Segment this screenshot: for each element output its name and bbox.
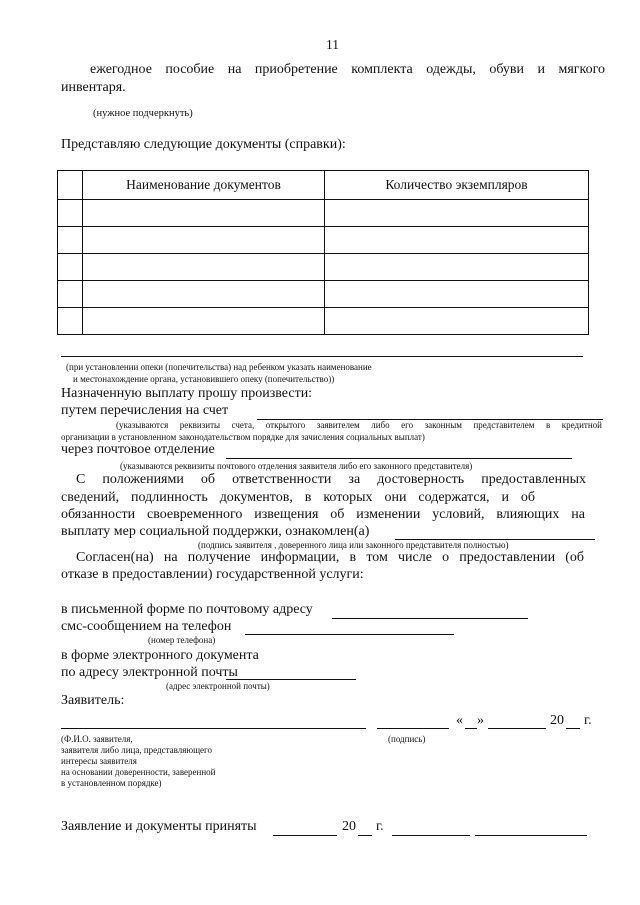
post-office-field[interactable] bbox=[226, 458, 572, 459]
table-row bbox=[58, 227, 589, 254]
phone-field[interactable] bbox=[245, 634, 454, 635]
intro-line-2: инвентаря. bbox=[61, 80, 126, 95]
table-header-cell: Наименование документов bbox=[83, 171, 325, 200]
applicant-signature-field[interactable] bbox=[377, 728, 449, 729]
electronic-channel-label-1: в форме электронного документа bbox=[61, 648, 259, 663]
post-office-label: через почтовое отделение bbox=[61, 442, 215, 457]
signature-hint: (подпись) bbox=[388, 734, 426, 744]
postal-channel-label: в письменной форме по почтовому адресу bbox=[61, 602, 313, 617]
table-cell[interactable] bbox=[58, 200, 83, 227]
year-prefix: 20 bbox=[550, 713, 564, 728]
table-cell[interactable] bbox=[83, 227, 325, 254]
phone-hint: (номер телефона) bbox=[148, 635, 216, 645]
electronic-channel-label-2: по адресу электронной почты bbox=[61, 665, 238, 680]
accepted-name-field[interactable] bbox=[475, 835, 587, 836]
applicant-label: Заявитель: bbox=[61, 693, 125, 708]
table-cell[interactable] bbox=[325, 281, 589, 308]
table-cell[interactable] bbox=[58, 281, 83, 308]
accepted-year-prefix: 20 bbox=[342, 819, 356, 834]
fio-hint-line-4: на основании доверенности, заверенной bbox=[61, 767, 216, 777]
account-label: путем перечисления на счет bbox=[61, 403, 229, 418]
account-hint-line-1: (указываются реквизиты счета, открытого заявителем либо его законным представителем в кредитной bbox=[116, 420, 602, 430]
table-header-cell bbox=[58, 171, 83, 200]
documents-table bbox=[57, 170, 589, 335]
fio-hint-line-3: интересы заявителя bbox=[61, 756, 137, 766]
table-cell[interactable] bbox=[58, 308, 83, 335]
table-row bbox=[58, 200, 589, 227]
guardianship-note-line-2: и местонахождение органа, установившего опеку (попечительство)) bbox=[73, 374, 335, 384]
account-hint-line-2: организации в установленном законодательством порядке для зачисления социальных выплат) bbox=[61, 432, 425, 442]
accepted-year-suffix: г. bbox=[376, 819, 384, 834]
applicant-month-field[interactable] bbox=[488, 728, 546, 729]
applicant-fio-field[interactable] bbox=[61, 728, 366, 729]
acknowledgement-sign-hint: (подпись заявителя , доверенного лица или законного представителя полностью) bbox=[198, 540, 509, 550]
date-quote-open: « bbox=[456, 713, 463, 728]
email-field[interactable] bbox=[226, 679, 356, 680]
accepted-date-field[interactable] bbox=[273, 835, 337, 836]
responsibility-line-3: обязанности своевременного извещения об изменении условий, влияющих на bbox=[61, 507, 585, 522]
fio-hint-line-2: заявителя либо лица, представляющего bbox=[61, 745, 213, 755]
consent-line-2: отказе в предоставлении) государственной услуги: bbox=[61, 567, 364, 582]
table-cell[interactable] bbox=[83, 254, 325, 281]
email-hint: (адрес электронной почты) bbox=[166, 681, 270, 691]
table-cell[interactable] bbox=[325, 308, 589, 335]
accepted-signature-field[interactable] bbox=[392, 835, 470, 836]
responsibility-line-4: выплату мер социальной поддержки, ознакомлен(а) bbox=[61, 524, 370, 539]
table-row bbox=[58, 308, 589, 335]
table-cell[interactable] bbox=[325, 200, 589, 227]
table-header-row bbox=[58, 171, 589, 200]
guardianship-line[interactable] bbox=[61, 356, 583, 357]
payment-heading: Назначенную выплату прошу произвести: bbox=[61, 386, 313, 401]
table-cell[interactable] bbox=[325, 254, 589, 281]
guardianship-note-line-1: (при установлении опеки (попечительства) над ребенком указать наименование bbox=[66, 362, 372, 372]
table-cell[interactable] bbox=[58, 254, 83, 281]
page-number: 11 bbox=[326, 37, 339, 52]
date-quote-close: » bbox=[477, 713, 484, 728]
table-cell[interactable] bbox=[83, 281, 325, 308]
year-suffix: г. bbox=[584, 713, 592, 728]
applicant-year-field[interactable] bbox=[566, 728, 580, 729]
sms-channel-label: смс-сообщением на телефон bbox=[61, 619, 232, 634]
accepted-label: Заявление и документы приняты bbox=[61, 819, 257, 834]
table-row bbox=[58, 281, 589, 308]
underline-hint: (нужное подчеркнуть) bbox=[93, 108, 193, 119]
post-office-hint: (указываются реквизиты почтового отделения заявителя либо его законного представителя) bbox=[120, 461, 473, 471]
table-cell[interactable] bbox=[325, 227, 589, 254]
docs-heading: Представляю следующие документы (справки): bbox=[61, 137, 346, 152]
fio-hint-line-5: в установленном порядке) bbox=[61, 778, 162, 788]
consent-line-1: Согласен(на) на получение информации, в том числе о предоставлении (об bbox=[76, 550, 584, 565]
table-cell[interactable] bbox=[58, 227, 83, 254]
intro-line-1: ежегодное пособие на приобретение комплекта одежды, обуви и мягкого bbox=[90, 62, 605, 77]
table-row bbox=[58, 254, 589, 281]
responsibility-line-1: С положениями об ответственности за достоверность предоставленных bbox=[76, 472, 586, 487]
fio-hint-line-1: (Ф.И.О. заявителя, bbox=[61, 734, 133, 744]
accepted-year-field[interactable] bbox=[358, 835, 372, 836]
postal-address-field[interactable] bbox=[332, 618, 528, 619]
table-cell[interactable] bbox=[83, 308, 325, 335]
responsibility-line-2: сведений, подлинность документов, в которых они содержатся, и об bbox=[61, 490, 535, 505]
table-header-cell: Количество экземпляров bbox=[325, 171, 589, 200]
applicant-day-field[interactable] bbox=[465, 728, 477, 729]
table-cell[interactable] bbox=[83, 200, 325, 227]
